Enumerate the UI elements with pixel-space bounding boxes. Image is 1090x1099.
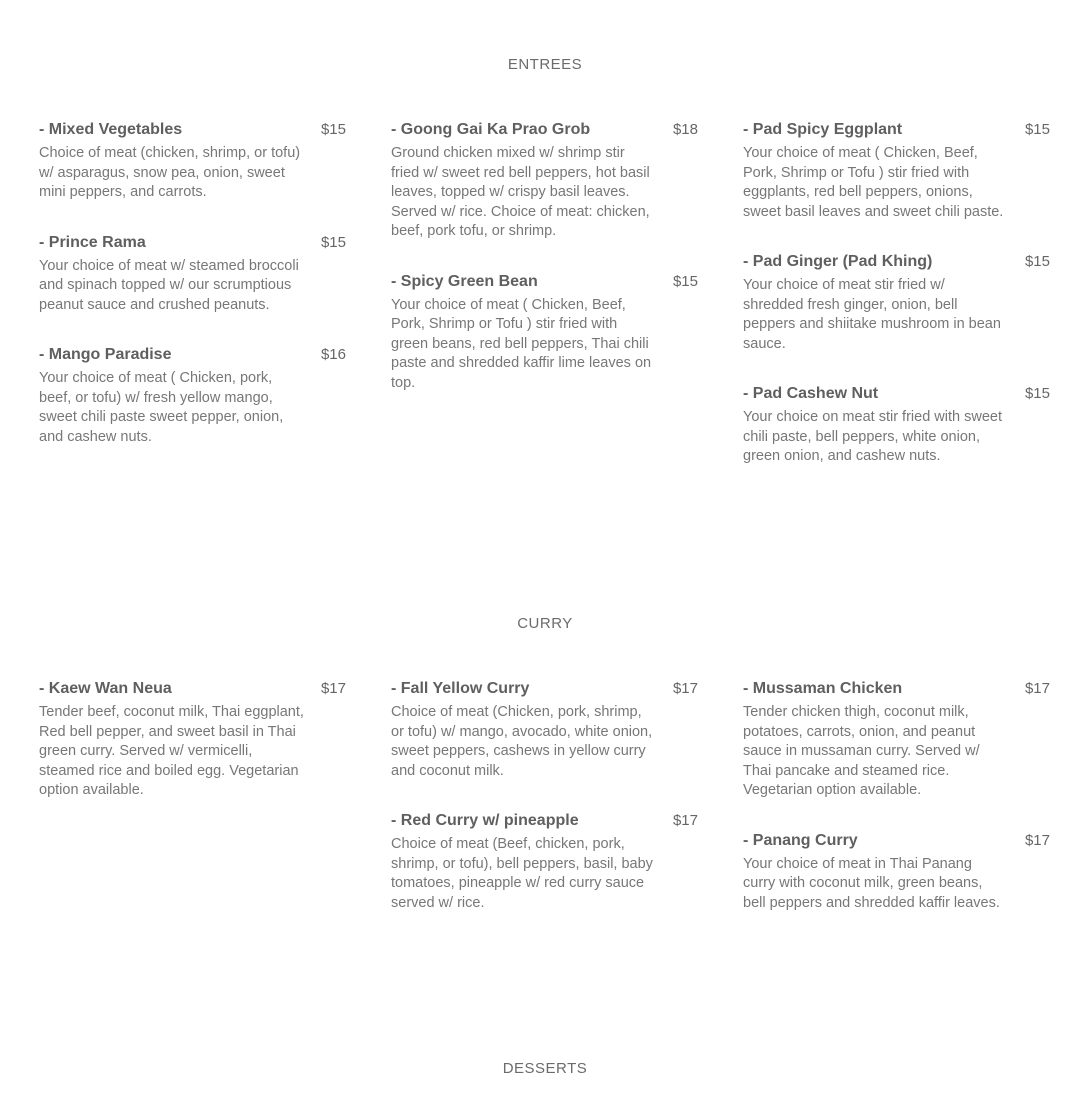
item-description: Your choice of meat stir fried w/ shredded fresh ginger, onion, bell peppers and shiitake mushroom in bean sauce.: [743, 277, 1001, 352]
menu-item: [743, 120, 1050, 222]
item-price: $15: [672, 272, 698, 290]
item-name: - Pad Ginger (Pad Khing): [743, 253, 933, 270]
item-description: Choice of meat (chicken, shrimp, or tofu) w/ asparagus, snow pea, onion, sweet mini peppers, and carrots.: [39, 145, 301, 200]
item-name: - Kaew Wan Neua: [39, 680, 172, 697]
item-price: $15: [1024, 385, 1050, 402]
item-price: $15: [320, 233, 346, 251]
item-name: - Prince Rama: [39, 233, 146, 251]
item-price: $15: [1024, 253, 1050, 270]
menu-item: [39, 679, 346, 801]
item-name: - Mango Paradise: [39, 346, 172, 363]
item-description: Your choice of meat w/ steamed broccoli and spinach topped w/ our scrumptious peanut sauce and crushed peanuts.: [39, 257, 299, 313]
item-price: $17: [1024, 680, 1050, 697]
item-description: Choice of meat (Beef, chicken, pork, shrimp, or tofu), bell peppers, basil, baby tomatoes, pineapple w/ red curry sauce served w/ rice.: [391, 836, 653, 911]
item-name: - Panang Curry: [743, 831, 858, 849]
entrees-column-1: [39, 120, 346, 477]
curry-column-1: [39, 679, 346, 831]
section-title-entrees: ENTREES: [507, 56, 583, 73]
menu-item: [391, 679, 698, 781]
curry-column-3: [743, 679, 1050, 943]
item-description: Choice of meat (Chicken, pork, shrimp, or tofu) w/ mango, avocado, white onion, sweet peppers, cashews in yellow curry and coconut milk.: [391, 704, 653, 779]
item-price: $18: [672, 121, 698, 138]
menu-item: [743, 679, 1050, 801]
item-name: - Red Curry w/ pineapple: [391, 812, 579, 829]
item-description: Your choice of meat in Thai Panang curry with coconut milk, green beans, bell peppers and shredded kaffir leaves.: [743, 855, 1000, 911]
menu-item: [391, 120, 698, 242]
item-price: $17: [1024, 831, 1050, 849]
menu-item: [39, 345, 346, 447]
menu-item: [39, 233, 346, 316]
item-description: Your choice of meat ( Chicken, Beef, Pork, Shrimp or Tofu ) stir fried with green beans, red bell peppers, Thai chili paste and shredded kaffir lime leaves on top.: [391, 296, 652, 391]
item-price: $15: [1024, 121, 1050, 138]
item-name: - Pad Spicy Eggplant: [743, 121, 903, 138]
menu-item: [743, 831, 1050, 914]
entrees-column-3: [743, 120, 1050, 497]
menu-item: [391, 272, 698, 394]
item-price: $17: [672, 680, 698, 697]
menu-item: [743, 252, 1050, 354]
item-description: Ground chicken mixed w/ shrimp stir fried w/ sweet red bell peppers, hot basil leaves, topped w/ crispy basil leaves. Served w/ rice. Choice of meat: chicken, beef, pork tofu, or shrimp.: [391, 145, 650, 239]
item-price: $16: [320, 346, 346, 363]
menu-item: [39, 120, 346, 203]
section-title-desserts: DESSERTS: [502, 1060, 588, 1077]
item-price: $15: [320, 121, 346, 138]
item-description: Your choice on meat stir fried with sweet chili paste, bell peppers, white onion, green onion, and cashew nuts.: [743, 409, 1002, 464]
item-name: - Pad Cashew Nut: [743, 385, 879, 402]
item-price: $17: [672, 812, 698, 829]
item-price: $17: [320, 680, 346, 697]
item-name: - Mixed Vegetables: [39, 121, 183, 138]
menu-item: [743, 384, 1050, 467]
section-title-curry: CURRY: [517, 615, 573, 632]
item-name: - Goong Gai Ka Prao Grob: [391, 121, 591, 138]
curry-column-2: [391, 679, 698, 943]
item-description: Your choice of meat ( Chicken, pork, beef, or tofu) w/ fresh yellow mango, sweet chili paste sweet pepper, onion, and cashew nuts.: [39, 370, 284, 445]
entrees-column-2: [391, 120, 698, 423]
item-name: - Spicy Green Bean: [391, 272, 538, 290]
item-description: Your choice of meat ( Chicken, Beef, Pork, Shrimp or Tofu ) stir fried with eggplants, red bell peppers, onions, sweet basil leaves and sweet chili paste.: [743, 145, 1004, 220]
item-description: Tender chicken thigh, coconut milk, potatoes, carrots, onion, and peanut sauce in mussaman curry. Served w/ Thai pancake and steamed rice. Vegetarian option available.: [743, 704, 980, 798]
item-description: Tender beef, coconut milk, Thai eggplant, Red bell pepper, and sweet basil in Thai green curry. Served w/ vermicelli, steamed rice and boiled egg. Vegetarian option available.: [39, 704, 304, 798]
item-name: - Fall Yellow Curry: [391, 680, 530, 697]
item-name: - Mussaman Chicken: [743, 680, 903, 697]
menu-item: [391, 811, 698, 913]
